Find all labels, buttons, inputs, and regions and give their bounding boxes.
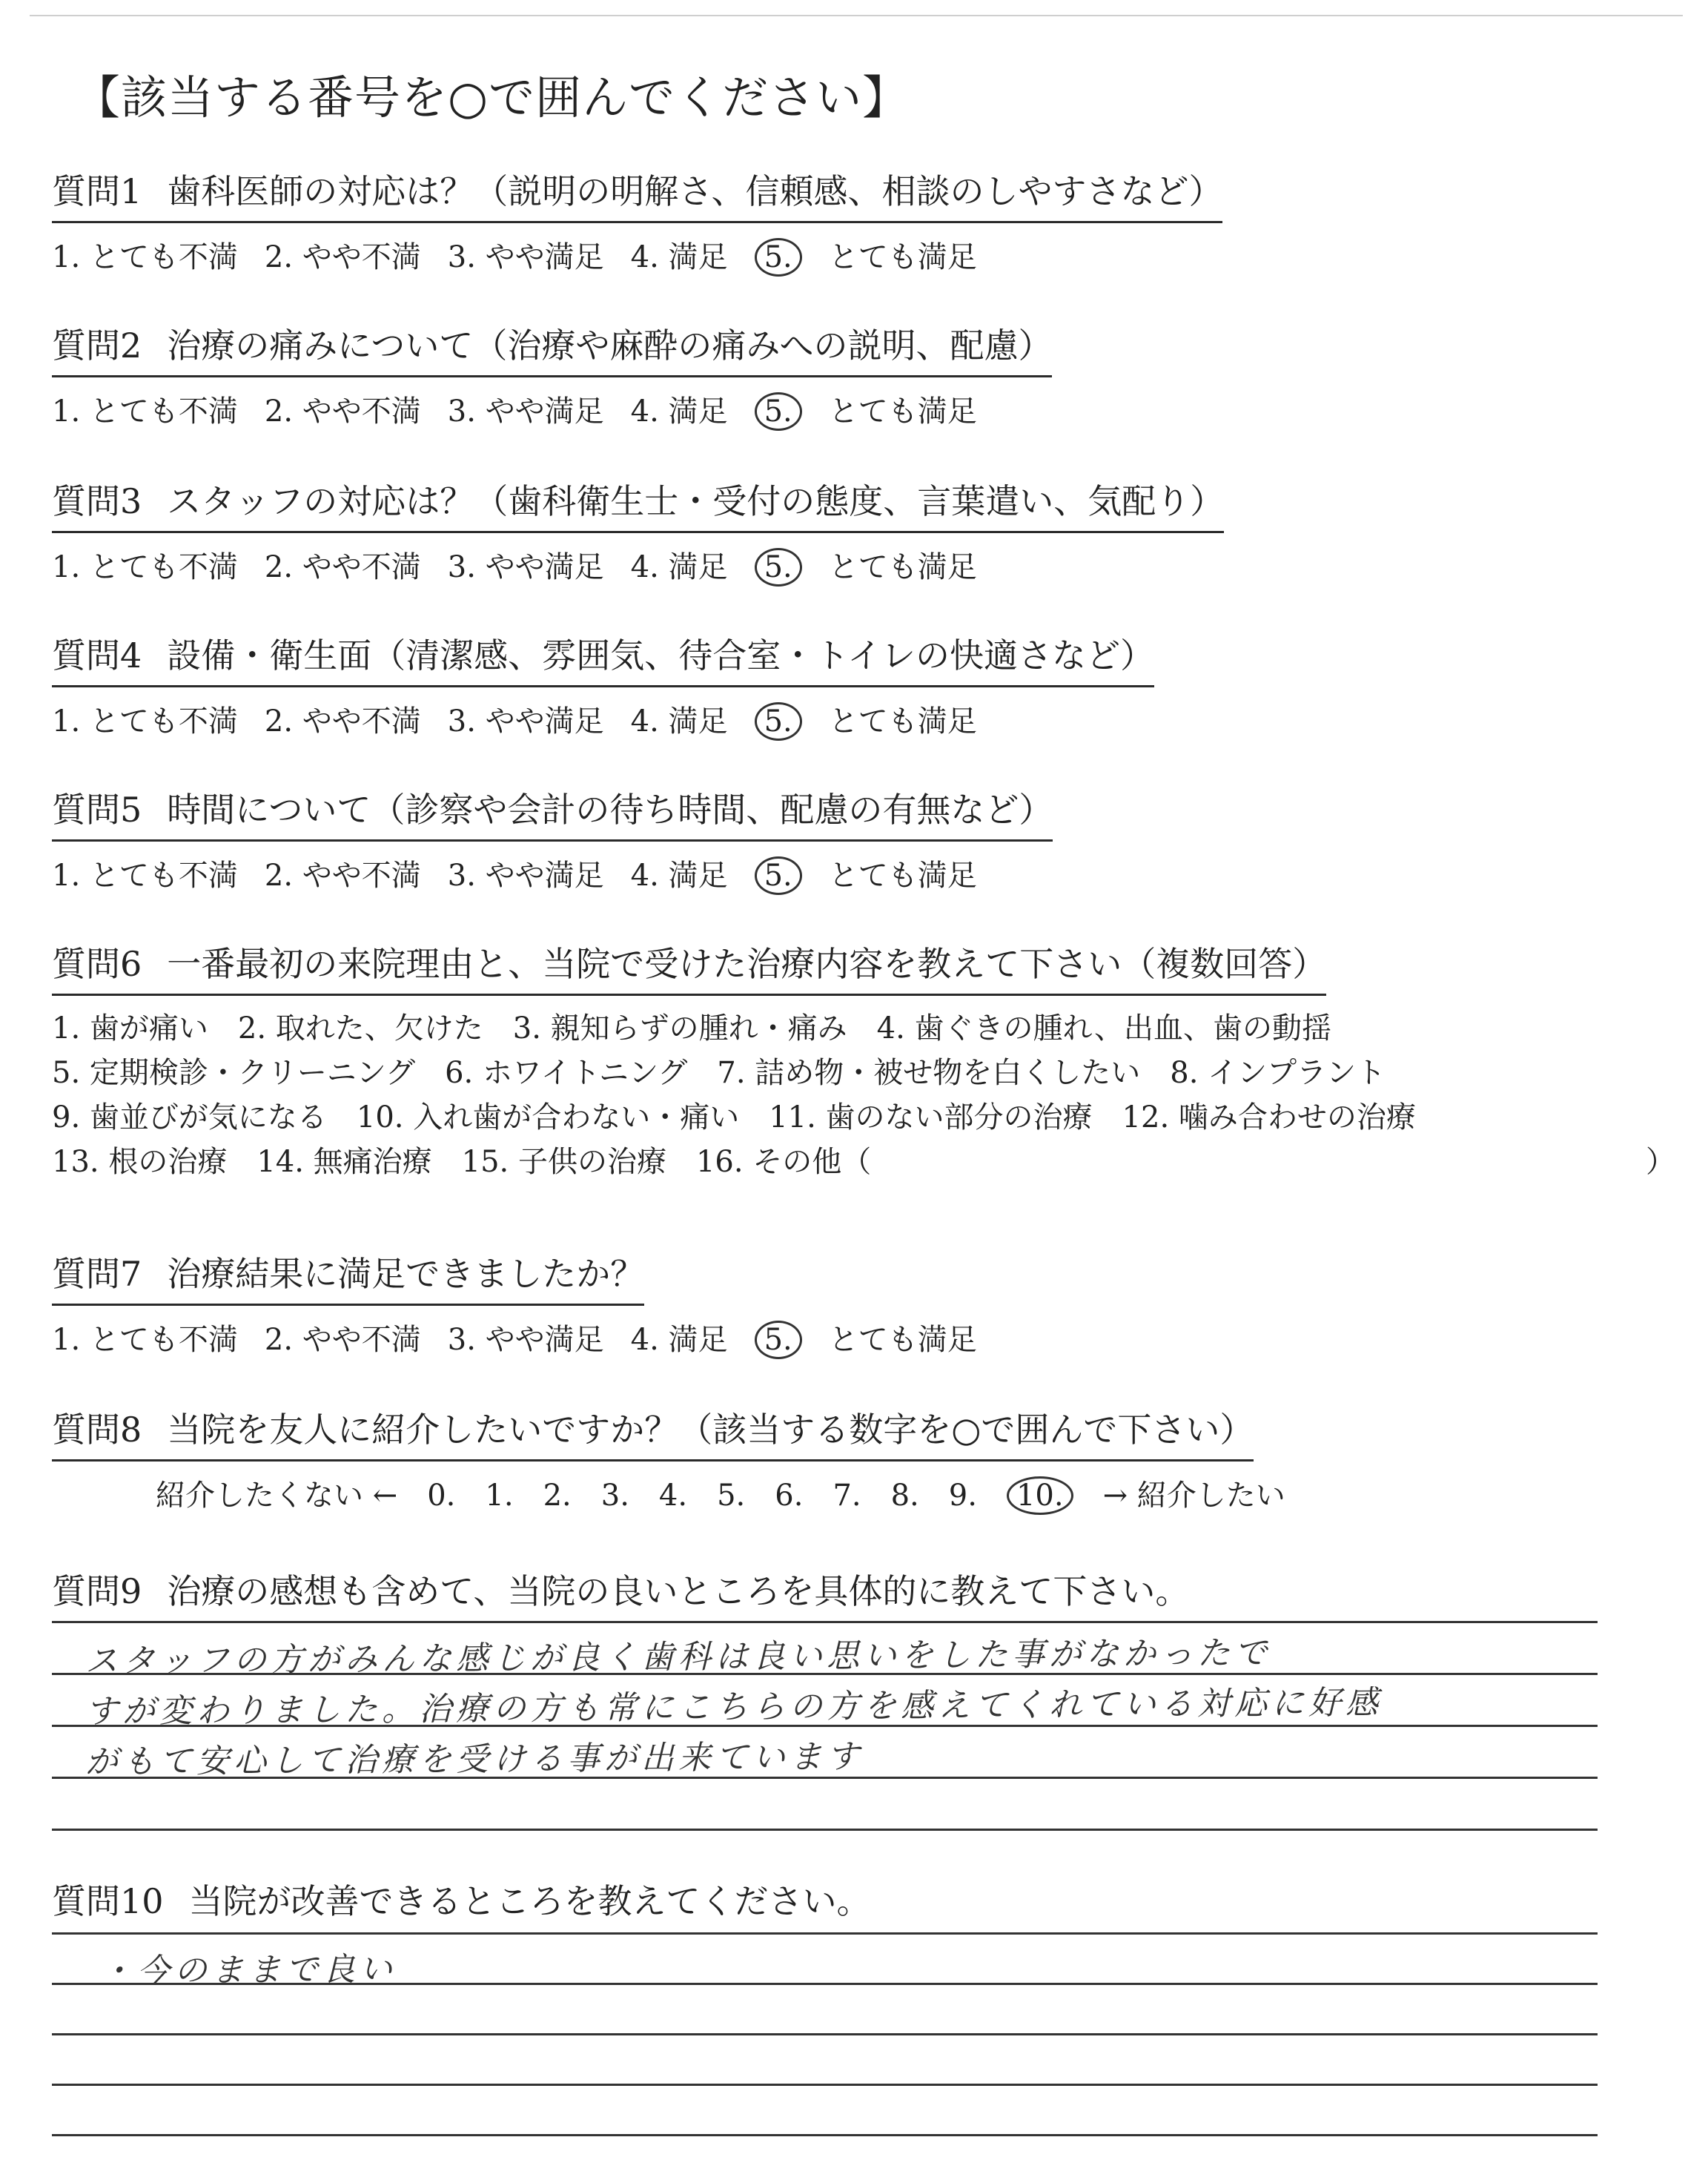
question-6: [52, 937, 1675, 1184]
option-14[interactable]: 14. 無痛治療: [256, 1145, 432, 1179]
option-9[interactable]: 9. 歯並びが気になる: [52, 1100, 327, 1135]
page-top-border: [30, 15, 1683, 16]
rating-options: [52, 388, 1668, 431]
page-title: 【該当する番号を○で囲んでください】: [74, 70, 910, 125]
option-11[interactable]: 11. 歯のない部分の治療: [769, 1100, 1093, 1135]
question-label: 質問10: [52, 1881, 164, 1921]
rating-options: [52, 544, 1668, 587]
question-text: 当院を友人に紹介したいですか？（該当する数字を○で囲んで下さい）: [167, 1410, 1254, 1450]
question-text: スタッフの対応は？（歯科衛生士・受付の態度、言葉遣い、気配り）: [167, 481, 1225, 521]
question-9: [52, 1565, 1668, 1614]
option-13[interactable]: 13. 根の治療: [52, 1145, 228, 1179]
answer-line: [52, 2033, 1598, 2035]
question-text: 治療結果に満足できましたか？: [167, 1254, 645, 1294]
question-label: 質問9: [52, 1571, 142, 1611]
scale-right-label: → 紹介したい: [1102, 1479, 1285, 1513]
option-5-label[interactable]: とても満足: [828, 704, 977, 739]
option-10[interactable]: 10. 入れ歯が合わない・痛い: [356, 1100, 740, 1135]
question-label: 質問2: [52, 326, 142, 366]
answer-line: [52, 1829, 1598, 1831]
q10-answer-line-1: ・今のままで良い: [99, 1950, 397, 1990]
option-4[interactable]: 4. 満足: [630, 550, 728, 584]
question-10: [52, 1875, 1668, 1923]
q9-answer-line-1: スタッフの方がみんな感じが良く歯科は良い思いをした事がなかったで: [85, 1634, 1272, 1680]
question-text: 設備・衛生面（清潔感、雰囲気、待合室・トイレの快適さなど）: [167, 635, 1154, 676]
rating-options: [52, 852, 1668, 895]
question-text: 治療の痛みについて（治療や麻酔の痛みへの説明、配慮）: [167, 326, 1053, 366]
q9-answer-line-2: すが変わりました。治療の方も常にこちらの方を感えてくれている対応に好感: [85, 1683, 1383, 1731]
scale-9[interactable]: 9.: [948, 1479, 977, 1513]
option-3[interactable]: 3. やや満足: [447, 394, 604, 429]
scale-8[interactable]: 8.: [890, 1479, 919, 1513]
option-5-label[interactable]: とても満足: [828, 240, 977, 274]
option-6[interactable]: 6. ホワイトニング: [445, 1056, 688, 1090]
option-3[interactable]: 3. 親知らずの腫れ・痛み: [512, 1011, 847, 1046]
option-4[interactable]: 4. 満足: [630, 704, 728, 739]
option-5-circled[interactable]: 5.: [755, 702, 802, 741]
question-text: 一番最初の来院理由と、当院で受けた治療内容を教えて下さい（複数回答）: [167, 944, 1327, 984]
option-4[interactable]: 4. 満足: [630, 1323, 728, 1357]
answer-line: [52, 1932, 1598, 1935]
q9-answer-line-3: がもて安心して治療を受ける事が出来ています: [85, 1737, 864, 1781]
question-text: 治療の感想も含めて、当院の良いところを具体的に教えて下さい。: [167, 1571, 1190, 1611]
option-5-label[interactable]: とても満足: [828, 394, 977, 429]
option-16-other[interactable]: 16. その他（: [695, 1145, 872, 1179]
question-heading: [52, 783, 1053, 842]
option-5-circled[interactable]: 5.: [755, 392, 802, 431]
question-label: 質問5: [52, 790, 142, 830]
option-12[interactable]: 12. 噛み合わせの治療: [1122, 1100, 1416, 1135]
rating-options: [52, 698, 1668, 741]
answer-line: [52, 1621, 1598, 1623]
option-5-circled[interactable]: 5.: [755, 238, 802, 277]
option-3[interactable]: 3. やや満足: [447, 1323, 604, 1357]
option-4[interactable]: 4. 歯ぐきの腫れ、出血、歯の動揺: [876, 1011, 1331, 1046]
option-5-circled[interactable]: 5.: [755, 856, 802, 895]
question-heading: [52, 1565, 1668, 1614]
question-label: 質問7: [52, 1254, 142, 1294]
question-text: 当院が改善できるところを教えてください。: [188, 1881, 871, 1921]
question-1: [52, 165, 1668, 277]
option-8[interactable]: 8. インプラント: [1170, 1056, 1386, 1090]
treatment-options: [52, 1006, 1675, 1184]
question-heading: [52, 937, 1326, 996]
option-1[interactable]: 1. とても不満: [52, 704, 238, 739]
option-5-circled[interactable]: 5.: [755, 548, 802, 587]
option-5-circled[interactable]: 5.: [755, 1321, 802, 1359]
option-1[interactable]: 1. とても不満: [52, 394, 238, 429]
question-label: 質問6: [52, 944, 142, 984]
option-5[interactable]: 5. 定期検診・クリーニング: [52, 1056, 416, 1090]
question-label: 質問3: [52, 481, 142, 521]
question-3: [52, 475, 1668, 587]
rating-options: [52, 234, 1668, 277]
option-7[interactable]: 7. 詰め物・被せ物を白くしたい: [717, 1056, 1141, 1090]
question-heading: [52, 1403, 1254, 1462]
option-2[interactable]: 2. やや不満: [264, 550, 421, 584]
question-heading: [52, 1875, 1668, 1923]
question-label: 質問1: [52, 171, 142, 211]
option-1[interactable]: 1. とても不満: [52, 1323, 238, 1357]
option-3[interactable]: 3. やや満足: [447, 550, 604, 584]
option-4[interactable]: 4. 満足: [630, 394, 728, 429]
rating-options: [52, 1316, 1668, 1359]
scale-7[interactable]: 7.: [833, 1479, 861, 1513]
question-8: [52, 1403, 1668, 1515]
option-2[interactable]: 2. やや不満: [264, 704, 421, 739]
option-4[interactable]: 4. 満足: [630, 240, 728, 274]
scale-2[interactable]: 2.: [543, 1479, 572, 1513]
option-2[interactable]: 2. やや不満: [264, 859, 421, 893]
options-row: [52, 1095, 1668, 1140]
question-5: [52, 783, 1668, 895]
scale-6[interactable]: 6.: [775, 1479, 804, 1513]
option-1[interactable]: 1. とても不満: [52, 859, 238, 893]
option-1[interactable]: 1. 歯が痛い: [52, 1011, 208, 1046]
question-4: [52, 629, 1668, 741]
option-3[interactable]: 3. やや満足: [447, 859, 604, 893]
scale-5[interactable]: 5.: [717, 1479, 746, 1513]
option-15[interactable]: 15. 子供の治療: [461, 1145, 666, 1179]
question-label: 質問4: [52, 635, 142, 676]
scale-1[interactable]: 1.: [485, 1479, 514, 1513]
question-heading: [52, 1247, 644, 1306]
question-2: [52, 319, 1668, 431]
scale-left-label: 紹介したくない ←: [156, 1479, 398, 1513]
question-heading: [52, 629, 1154, 687]
question-text: 時間について（診察や会計の待ち時間、配慮の有無など）: [167, 790, 1053, 830]
option-5-label[interactable]: とても満足: [828, 859, 977, 893]
option-3[interactable]: 3. やや満足: [447, 240, 604, 274]
question-7: [52, 1247, 1668, 1359]
scale-10-circled[interactable]: 10.: [1007, 1476, 1073, 1515]
scale-0[interactable]: 0.: [427, 1479, 456, 1513]
scale-3[interactable]: 3.: [600, 1479, 629, 1513]
option-5-label[interactable]: とても満足: [828, 550, 977, 584]
question-heading: [52, 319, 1052, 377]
question-label: 質問8: [52, 1410, 142, 1450]
scale-4[interactable]: 4.: [658, 1479, 688, 1513]
option-2[interactable]: 2. やや不満: [264, 240, 421, 274]
option-2[interactable]: 2. やや不満: [264, 1323, 421, 1357]
options-row: [52, 1051, 1668, 1095]
option-2[interactable]: 2. 取れた、欠けた: [237, 1011, 483, 1046]
option-2[interactable]: 2. やや不満: [264, 394, 421, 429]
option-3[interactable]: 3. やや満足: [447, 704, 604, 739]
question-heading: [52, 165, 1222, 223]
option-1[interactable]: 1. とても不満: [52, 240, 238, 274]
answer-line: [52, 2084, 1598, 2086]
option-5-label[interactable]: とても満足: [828, 1323, 977, 1357]
options-row: [52, 1006, 1668, 1051]
question-text: 歯科医師の対応は？（説明の明解さ、信頼感、相談のしやすさなど）: [167, 171, 1223, 211]
answer-line: [52, 2134, 1598, 2136]
recommend-scale: [52, 1472, 1668, 1515]
question-heading: [52, 475, 1224, 533]
other-paren-close: ）: [1646, 1145, 1675, 1179]
option-4[interactable]: 4. 満足: [630, 859, 728, 893]
option-1[interactable]: 1. とても不満: [52, 550, 238, 584]
options-row: [52, 1140, 1675, 1184]
